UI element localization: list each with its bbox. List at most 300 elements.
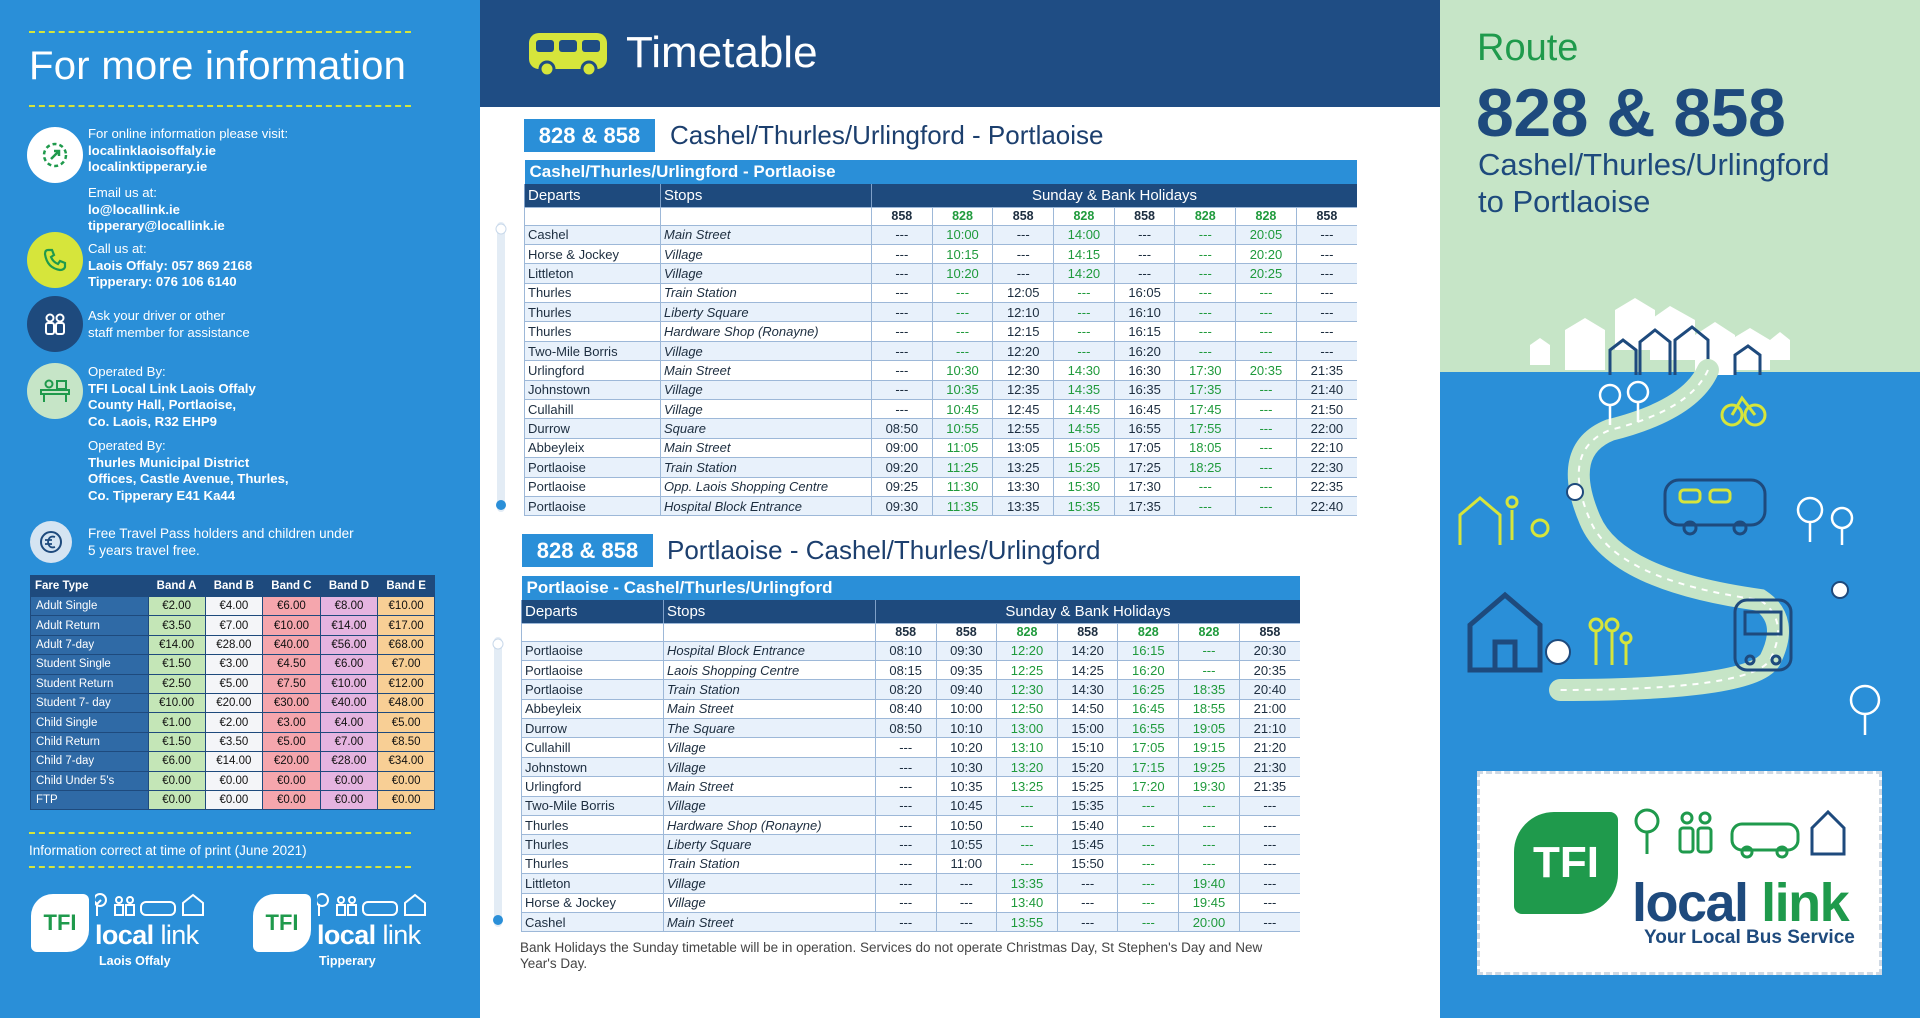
departs-cell: Portlaoise xyxy=(522,680,664,699)
time-cell: --- xyxy=(1179,835,1240,854)
time-cell: 10:30 xyxy=(936,757,997,776)
operator-1-intro: Operated By: xyxy=(88,364,166,379)
stop-cell: Liberty Square xyxy=(663,835,875,854)
fare-value: €40.00 xyxy=(320,693,378,712)
time-cell: 17:05 xyxy=(1118,738,1179,757)
timetable-row xyxy=(525,438,1358,457)
time-cell: 20:00 xyxy=(1179,912,1240,931)
timetable-row xyxy=(525,361,1358,380)
fare-value: €3.00 xyxy=(205,655,263,674)
time-cell: 11:30 xyxy=(932,477,993,496)
fare-value: €10.00 xyxy=(378,597,435,616)
web-intro: For online information please visit: xyxy=(88,126,289,141)
time-cell: 22:00 xyxy=(1296,419,1357,438)
stop-cell: Train Station xyxy=(663,680,875,699)
fare-type: Student 7- day xyxy=(31,693,149,712)
route-number-cell: 858 xyxy=(872,207,933,225)
fare-value: €0.00 xyxy=(263,771,321,790)
time-cell: 15:05 xyxy=(1054,438,1115,457)
email-intro: Email us at: xyxy=(88,185,157,200)
route-description-line-1: Cashel/Thurles/Urlingford xyxy=(1478,147,1830,182)
time-cell: --- xyxy=(1236,380,1297,399)
time-cell: --- xyxy=(1175,341,1236,360)
time-cell: 14:25 xyxy=(1057,660,1118,679)
stop-cell: Village xyxy=(661,264,872,283)
time-cell: 09:00 xyxy=(872,438,933,457)
time-cell: 08:15 xyxy=(875,660,936,679)
time-cell: 14:30 xyxy=(1054,361,1115,380)
assist-line-1: Ask your driver or other xyxy=(88,308,226,323)
time-cell: --- xyxy=(936,912,997,931)
time-cell: 08:10 xyxy=(875,641,936,660)
table-subtitle: Cashel/Thurles/Urlingford - Portlaoise xyxy=(525,160,1358,184)
time-cell: 10:50 xyxy=(936,816,997,835)
time-cell: 14:45 xyxy=(1054,400,1115,419)
stop-cell: Square xyxy=(661,419,872,438)
time-cell: 18:05 xyxy=(1175,438,1236,457)
fare-value: €7.00 xyxy=(378,655,435,674)
logo-laois-offaly xyxy=(31,888,221,978)
time-cell: --- xyxy=(1057,893,1118,912)
time-cell: --- xyxy=(1118,854,1179,873)
time-cell: --- xyxy=(1239,816,1300,835)
timetable-row xyxy=(525,380,1358,399)
fare-header: Band E xyxy=(378,576,435,597)
fare-type: Child Under 5's xyxy=(31,771,149,790)
departs-cell: Thurles xyxy=(525,303,661,322)
fare-value: €30.00 xyxy=(263,693,321,712)
time-cell: 10:35 xyxy=(936,777,997,796)
time-cell: --- xyxy=(875,777,936,796)
time-cell: 17:05 xyxy=(1114,438,1175,457)
fare-row xyxy=(31,732,435,751)
time-cell: 14:20 xyxy=(1057,641,1118,660)
time-cell: 12:20 xyxy=(993,341,1054,360)
time-cell: 16:10 xyxy=(1114,303,1175,322)
time-cell: 09:40 xyxy=(936,680,997,699)
stop-cell: Hospital Block Entrance xyxy=(663,641,875,660)
timetable-row xyxy=(525,341,1358,360)
wordmark-link: link xyxy=(1761,873,1849,933)
time-cell: --- xyxy=(1054,303,1115,322)
web-info xyxy=(88,126,288,176)
time-cell: --- xyxy=(872,400,933,419)
route-number-cell: 828 xyxy=(932,207,993,225)
timetable-row xyxy=(522,796,1301,815)
time-cell: --- xyxy=(993,225,1054,244)
town-skyline-icon xyxy=(1530,298,1790,375)
time-cell: --- xyxy=(1175,496,1236,515)
time-cell: --- xyxy=(1239,912,1300,931)
time-cell: --- xyxy=(1296,341,1357,360)
departs-cell: Cashel xyxy=(522,912,664,931)
table-subtitle-row xyxy=(525,160,1358,184)
time-cell: 16:55 xyxy=(1118,719,1179,738)
fare-value: €20.00 xyxy=(205,693,263,712)
time-cell: --- xyxy=(1118,874,1179,893)
time-cell: --- xyxy=(1296,283,1357,302)
home-icon xyxy=(1470,595,1540,670)
time-cell: 12:25 xyxy=(997,660,1058,679)
time-cell: 09:30 xyxy=(936,641,997,660)
time-cell: 10:00 xyxy=(932,225,993,244)
time-cell: 20:30 xyxy=(1239,641,1300,660)
operator-1-line-2: County Hall, Portlaoise, xyxy=(88,397,237,412)
departs-cell: Horse & Jockey xyxy=(522,893,664,912)
time-cell: 19:40 xyxy=(1179,874,1240,893)
operator-2-info xyxy=(88,438,289,504)
stop-cell: Main Street xyxy=(663,699,875,718)
bank-holiday-note: Bank Holidays the Sunday timetable will be in operation. Services do not operate Christmas Day, St Stephen's Day and New Year's Day. xyxy=(520,940,1263,971)
timetable-row xyxy=(522,816,1301,835)
timetable-row xyxy=(522,719,1301,738)
stop-cell: Main Street xyxy=(663,777,875,796)
logo-tipperary xyxy=(253,888,443,978)
time-cell: 17:55 xyxy=(1175,419,1236,438)
time-cell: --- xyxy=(932,322,993,341)
blank-cell xyxy=(663,623,875,641)
fare-value: €12.00 xyxy=(378,674,435,693)
departs-cell: Portlaoise xyxy=(525,458,661,477)
time-cell: 11:05 xyxy=(932,438,993,457)
time-cell: 22:35 xyxy=(1296,477,1357,496)
fare-value: €20.00 xyxy=(263,752,321,771)
time-cell: 15:10 xyxy=(1057,738,1118,757)
email-link-tipperary[interactable]: tipperary@locallink.ie xyxy=(88,218,225,233)
time-cell: 08:20 xyxy=(875,680,936,699)
fare-value: €5.00 xyxy=(263,732,321,751)
fare-value: €2.50 xyxy=(148,674,205,693)
assist-line-2: staff member for assistance xyxy=(88,324,250,340)
time-cell: 15:45 xyxy=(1057,835,1118,854)
time-cell: --- xyxy=(1236,283,1297,302)
stop-cell: Main Street xyxy=(663,912,875,931)
time-cell: 17:15 xyxy=(1118,757,1179,776)
time-cell: 15:20 xyxy=(1057,757,1118,776)
fare-value: €7.50 xyxy=(263,674,321,693)
time-cell: 16:30 xyxy=(1114,361,1175,380)
wordmark-local: local xyxy=(317,920,376,950)
time-cell: 10:20 xyxy=(936,738,997,757)
time-cell: 16:55 xyxy=(1114,419,1175,438)
local-link-wordmark xyxy=(1632,872,1848,934)
departs-header: Departs xyxy=(525,184,661,207)
time-cell: 15:30 xyxy=(1054,477,1115,496)
time-cell: 18:25 xyxy=(1175,458,1236,477)
time-cell: --- xyxy=(872,283,933,302)
fare-value: €48.00 xyxy=(378,693,435,712)
time-cell: --- xyxy=(1118,835,1179,854)
timetable-row xyxy=(522,660,1301,679)
fare-value: €34.00 xyxy=(378,752,435,771)
timetable-row xyxy=(525,477,1358,496)
time-cell: 15:00 xyxy=(1057,719,1118,738)
timetable-row xyxy=(522,757,1301,776)
fare-value: €3.50 xyxy=(205,732,263,751)
fare-value: €0.00 xyxy=(263,790,321,809)
time-cell: 15:25 xyxy=(1057,777,1118,796)
timetable-row xyxy=(522,835,1301,854)
time-cell: --- xyxy=(875,854,936,873)
stop-cell: Village xyxy=(663,874,875,893)
departs-cell: Portlaoise xyxy=(525,477,661,496)
route-number-cell: 858 xyxy=(875,623,936,641)
fare-type: Adult Return xyxy=(31,616,149,635)
stop-cell: Village xyxy=(661,380,872,399)
time-cell: 13:05 xyxy=(993,438,1054,457)
time-cell: 08:50 xyxy=(875,719,936,738)
stop-line xyxy=(494,222,508,512)
timetable-row xyxy=(525,322,1358,341)
time-cell: 13:35 xyxy=(997,874,1058,893)
time-cell: --- xyxy=(1114,264,1175,283)
departs-cell: Abbeyleix xyxy=(522,699,664,718)
phone-tipperary[interactable]: Tipperary: 076 106 6140 xyxy=(88,274,237,289)
route-description-line-2: to Portlaoise xyxy=(1478,184,1651,219)
departs-cell: Johnstown xyxy=(522,757,664,776)
time-cell: 20:25 xyxy=(1236,264,1297,283)
time-cell: --- xyxy=(1236,322,1297,341)
stop-cell: Train Station xyxy=(661,283,872,302)
time-cell: 16:15 xyxy=(1114,322,1175,341)
time-cell: --- xyxy=(1175,264,1236,283)
fare-value: €28.00 xyxy=(205,635,263,654)
time-cell: 15:35 xyxy=(1057,796,1118,815)
time-cell: 12:30 xyxy=(997,680,1058,699)
time-cell: --- xyxy=(1118,912,1179,931)
fare-value: €5.00 xyxy=(378,713,435,732)
brand-tagline: Your Local Bus Service xyxy=(1644,927,1855,948)
stop-cell: Hospital Block Entrance xyxy=(661,496,872,515)
web-link-tipperary[interactable]: localinktipperary.ie xyxy=(88,159,208,174)
people-icon xyxy=(27,296,83,352)
time-cell: 10:30 xyxy=(932,361,993,380)
logo-subtitle: Laois Offaly xyxy=(99,954,171,968)
fare-value: €0.00 xyxy=(320,790,378,809)
fare-value: €4.00 xyxy=(205,597,263,616)
operator-2-line-2: Offices, Castle Avenue, Thurles, xyxy=(88,471,289,486)
route-number-cell: 858 xyxy=(1114,207,1175,225)
time-cell: 21:50 xyxy=(1296,400,1357,419)
fare-header: Band A xyxy=(148,576,205,597)
stop-cell: The Square xyxy=(663,719,875,738)
departs-cell: Urlingford xyxy=(525,361,661,380)
time-cell: --- xyxy=(1175,477,1236,496)
departs-cell: Two-Mile Borris xyxy=(522,796,664,815)
tfi-mark: TFI xyxy=(31,894,89,952)
free-travel-line-2: 5 years travel free. xyxy=(88,542,200,558)
time-cell: --- xyxy=(1175,303,1236,322)
time-cell: --- xyxy=(932,283,993,302)
stop-cell: Village xyxy=(661,400,872,419)
time-cell: --- xyxy=(1236,341,1297,360)
time-cell: --- xyxy=(1054,322,1115,341)
fare-value: €0.00 xyxy=(378,771,435,790)
fare-value: €56.00 xyxy=(320,635,378,654)
divider xyxy=(29,832,411,834)
time-cell: 19:25 xyxy=(1179,757,1240,776)
time-cell: --- xyxy=(875,835,936,854)
departs-cell: Portlaoise xyxy=(525,496,661,515)
time-cell: 13:25 xyxy=(997,777,1058,796)
route-number-row xyxy=(525,207,1358,225)
fare-type: Adult 7-day xyxy=(31,635,149,654)
time-cell: 22:40 xyxy=(1296,496,1357,515)
time-cell: --- xyxy=(1175,322,1236,341)
time-cell: 14:55 xyxy=(1054,419,1115,438)
route-illustration xyxy=(1440,280,1920,760)
time-cell: 20:20 xyxy=(1236,244,1297,263)
operator-2-line-3: Co. Tipperary E41 Ka44 xyxy=(88,487,236,503)
time-cell: 22:30 xyxy=(1296,458,1357,477)
timetable-row xyxy=(525,264,1358,283)
time-cell: 11:35 xyxy=(932,496,993,515)
departs-cell: Littleton xyxy=(522,874,664,893)
route-number-cell: 858 xyxy=(1239,623,1300,641)
time-cell: --- xyxy=(1239,854,1300,873)
fare-row xyxy=(31,616,435,635)
time-cell: 14:35 xyxy=(1054,380,1115,399)
web-link-laois[interactable]: localinklaoisoffaly.ie xyxy=(88,142,217,158)
time-cell: --- xyxy=(1236,438,1297,457)
fare-value: €0.00 xyxy=(148,771,205,790)
stop-cell: Village xyxy=(661,341,872,360)
route-number-cell: 828 xyxy=(1236,207,1297,225)
time-cell: 10:35 xyxy=(932,380,993,399)
fare-type: FTP xyxy=(31,790,149,809)
logo-subtitle: Tipperary xyxy=(319,954,376,968)
fare-type: Child Return xyxy=(31,732,149,751)
departs-header: Departs xyxy=(522,600,664,623)
route-number-cell: 828 xyxy=(1179,623,1240,641)
time-cell: 16:45 xyxy=(1118,699,1179,718)
time-cell: 20:05 xyxy=(1236,225,1297,244)
fare-value: €7.00 xyxy=(205,616,263,635)
fare-value: €14.00 xyxy=(320,616,378,635)
operator-2-intro: Operated By: xyxy=(88,438,166,453)
stops-header: Stops xyxy=(661,184,872,207)
fare-value: €3.50 xyxy=(148,616,205,635)
time-cell: 13:00 xyxy=(997,719,1058,738)
fare-value: €0.00 xyxy=(148,790,205,809)
time-cell: --- xyxy=(1296,322,1357,341)
time-cell: 17:45 xyxy=(1175,400,1236,419)
time-cell: --- xyxy=(1239,796,1300,815)
time-cell: 14:20 xyxy=(1054,264,1115,283)
route-number-row xyxy=(522,623,1301,641)
time-cell: 14:50 xyxy=(1057,699,1118,718)
departs-cell: Durrow xyxy=(525,419,661,438)
time-cell: 16:35 xyxy=(1114,380,1175,399)
table-subtitle: Portlaoise - Cashel/Thurles/Urlingford xyxy=(522,576,1301,600)
time-cell: --- xyxy=(1239,874,1300,893)
time-cell: --- xyxy=(872,361,933,380)
time-cell: 12:55 xyxy=(993,419,1054,438)
route-title-outbound: Cashel/Thurles/Urlingford - Portlaoise xyxy=(670,120,1104,150)
departs-cell: Thurles xyxy=(522,835,664,854)
time-cell: --- xyxy=(872,244,933,263)
email-link-laois[interactable]: lo@locallink.ie xyxy=(88,201,181,217)
timetable-header xyxy=(480,0,1440,107)
route-number-cell: 858 xyxy=(1296,207,1357,225)
days-header: Sunday & Bank Holidays xyxy=(875,600,1300,623)
time-cell: --- xyxy=(1175,283,1236,302)
time-cell: 20:40 xyxy=(1239,680,1300,699)
stop-cell: Train Station xyxy=(663,854,875,873)
timetable-row xyxy=(522,680,1301,699)
fare-value: €14.00 xyxy=(148,635,205,654)
stop-cell: Village xyxy=(663,893,875,912)
time-cell: 21:00 xyxy=(1239,699,1300,718)
time-cell: 14:00 xyxy=(1054,225,1115,244)
time-cell: --- xyxy=(936,893,997,912)
stop-cell: Train Station xyxy=(661,458,872,477)
time-cell: --- xyxy=(875,816,936,835)
stop-cell: Village xyxy=(663,796,875,815)
departs-cell: Portlaoise xyxy=(522,641,664,660)
time-cell: --- xyxy=(936,874,997,893)
departs-cell: Horse & Jockey xyxy=(525,244,661,263)
divider xyxy=(29,31,411,33)
divider xyxy=(29,105,411,107)
email-info xyxy=(88,185,225,235)
time-cell: 10:15 xyxy=(932,244,993,263)
bus-icon xyxy=(527,31,609,79)
time-cell: 08:40 xyxy=(875,699,936,718)
route-label: Route xyxy=(1477,27,1579,69)
departs-cell: Cullahill xyxy=(525,400,661,419)
stops-header: Stops xyxy=(663,600,875,623)
fare-value: €7.00 xyxy=(320,732,378,751)
time-cell: --- xyxy=(1114,225,1175,244)
time-cell: 19:45 xyxy=(1179,893,1240,912)
stop-cell: Hardware Shop (Ronayne) xyxy=(663,816,875,835)
route-number-cell: 858 xyxy=(936,623,997,641)
time-cell: 18:55 xyxy=(1179,699,1240,718)
time-cell: 13:20 xyxy=(997,757,1058,776)
route-title-inbound: Portlaoise - Cashel/Thurles/Urlingford xyxy=(667,535,1101,565)
time-cell: 16:15 xyxy=(1118,641,1179,660)
divider xyxy=(29,866,411,868)
time-cell: --- xyxy=(872,380,933,399)
time-cell: 12:20 xyxy=(997,641,1058,660)
timetable-inbound xyxy=(521,576,1300,932)
departs-cell: Abbeyleix xyxy=(525,438,661,457)
fare-type: Adult Single xyxy=(31,597,149,616)
fare-header: Band B xyxy=(205,576,263,597)
phone-laois[interactable]: Laois Offaly: 057 869 2168 xyxy=(88,257,253,273)
time-cell: 12:35 xyxy=(993,380,1054,399)
time-cell: 15:40 xyxy=(1057,816,1118,835)
time-cell: --- xyxy=(1057,874,1118,893)
time-cell: --- xyxy=(997,854,1058,873)
fare-value: €10.00 xyxy=(263,616,321,635)
departs-cell: Two-Mile Borris xyxy=(525,341,661,360)
time-cell: --- xyxy=(872,225,933,244)
route-number-cell: 828 xyxy=(1175,207,1236,225)
fare-row xyxy=(31,635,435,654)
fare-type: Child 7-day xyxy=(31,752,149,771)
departs-cell: Durrow xyxy=(522,719,664,738)
time-cell: --- xyxy=(1057,912,1118,931)
phone-intro: Call us at: xyxy=(88,241,147,256)
fare-row xyxy=(31,655,435,674)
phone-icon xyxy=(27,232,83,288)
time-cell: --- xyxy=(1179,641,1240,660)
timetable-row xyxy=(522,874,1301,893)
time-cell: 19:05 xyxy=(1179,719,1240,738)
time-cell: 09:30 xyxy=(872,496,933,515)
